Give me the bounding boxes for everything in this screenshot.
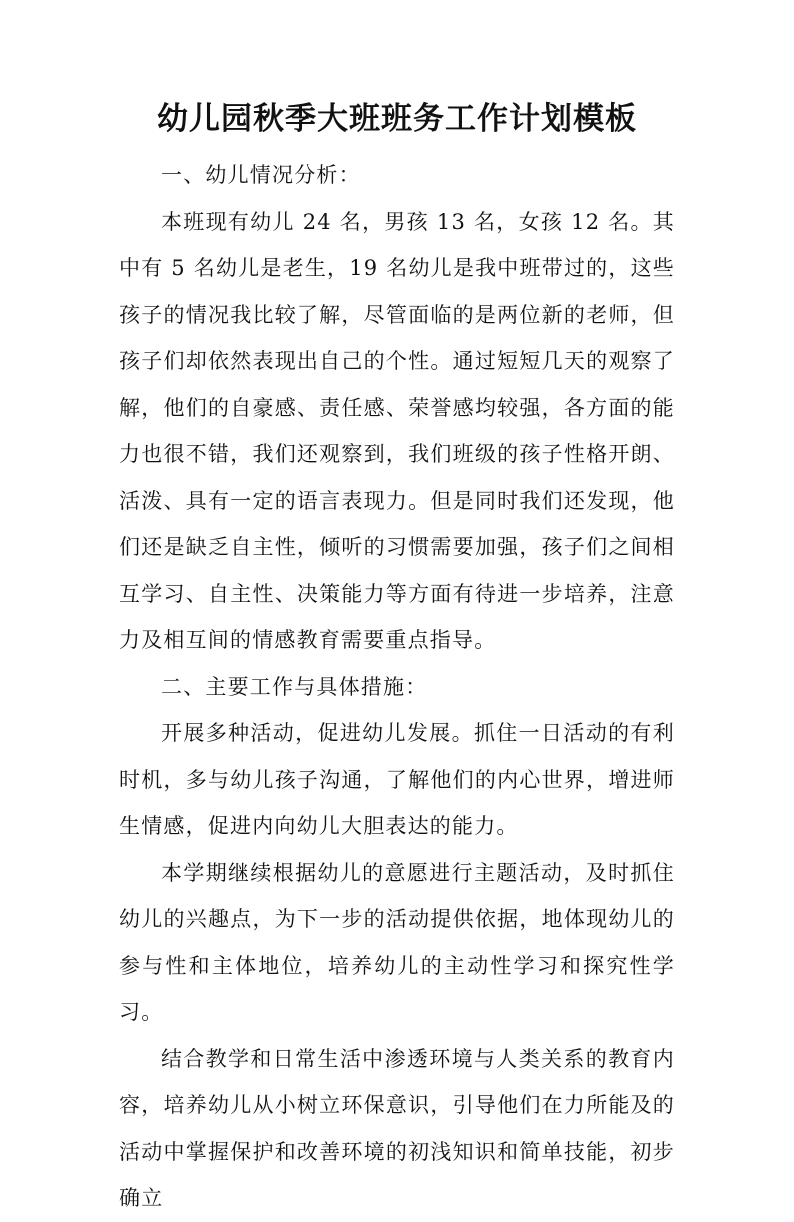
paragraph-activities: 开展多种活动，促进幼儿发展。抓住一日活动的有利时机，多与幼儿孩子沟通，了解他们的内心世界，增进师生情感，促进内向幼儿大胆表达的能力。 [119, 721, 675, 838]
document-title: 幼儿园秋季大班班务工作计划模板 [157, 101, 637, 137]
section-heading-situation-analysis: 一、幼儿情况分析： [161, 163, 361, 187]
paragraph-environment-education: 结合教学和日常生活中渗透环境与人类关系的教育内容，培养幼儿从小树立环保意识，引导他们在力所能及的活动中掌握保护和改善环境的初浅知识和简单技能，初步确立 [119, 1046, 675, 1210]
paragraph-class-overview: 本班现有幼儿 24 名，男孩 13 名，女孩 12 名。其中有 5 名幼儿是老生，19 名幼儿是我中班带过的，这些孩子的情况我比较了解，尽管面临的是两位新的老师，但孩子们却依然表现出自己的个性。通过短短几天的观察了解，他们的自豪感、责任感、荣誉感均较强，各方面的能力也很不错，我们还观察到，我们班级的孩子性格开朗、活泼、具有一定的语言表现力。但是同时我们还发现，他们还是缺乏自主性，倾听的习惯需要加强，孩子们之间相互学习、自主性、决策能力等方面有待进一步培养，注意力及相互间的情感教育需要重点指导。 [119, 209, 675, 652]
section-heading-main-work: 二、主要工作与具体措施： [161, 674, 428, 699]
paragraph-theme-activities: 本学期继续根据幼儿的意愿进行主题活动，及时抓住幼儿的兴趣点，为下一步的活动提供依据，地体现幼儿的参与性和主体地位，培养幼儿的主动性学习和探究性学习。 [119, 860, 675, 1024]
document-body [119, 152, 675, 1222]
